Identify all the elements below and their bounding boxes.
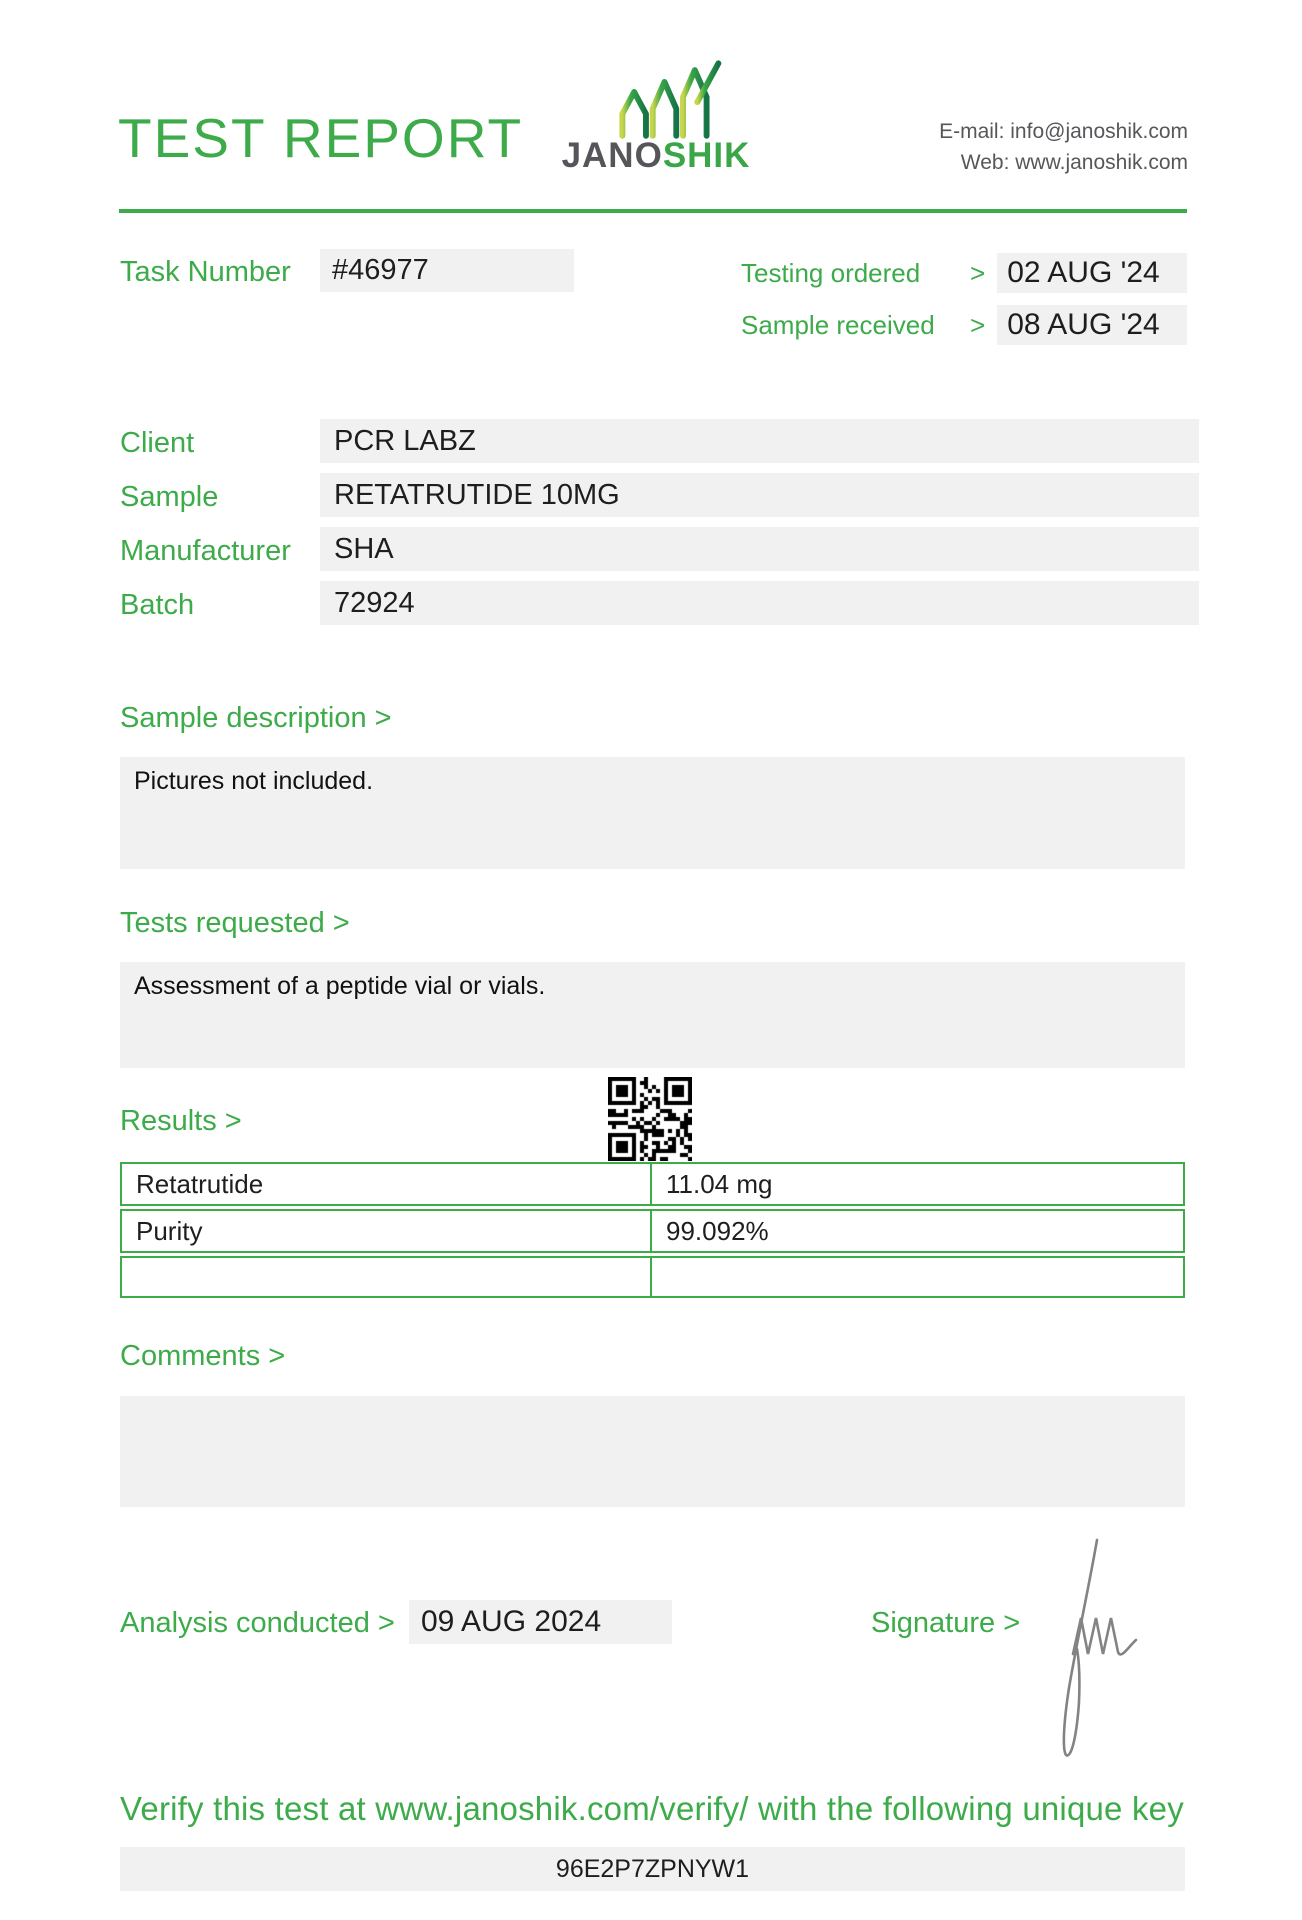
comments-box: [120, 1396, 1185, 1507]
results-label: Results >: [120, 1105, 242, 1137]
comments-label: Comments >: [120, 1340, 286, 1372]
table-row: [120, 1256, 1185, 1298]
batch-value: 72924: [320, 581, 1199, 625]
page-title: TEST REPORT: [118, 107, 524, 169]
tests-requested-label: Tests requested >: [120, 907, 350, 939]
sample-description-box: [120, 757, 1185, 869]
result-name-cell: [120, 1256, 652, 1298]
testing-ordered-value: 02 AUG '24: [997, 253, 1187, 293]
janoshik-wordmark: [558, 136, 754, 176]
comments-content: [120, 1396, 1185, 1406]
result-value-cell: 99.092%: [650, 1209, 1185, 1253]
sample-label: Sample: [120, 481, 219, 513]
table-row: [120, 1209, 1185, 1253]
table-row: [120, 1162, 1185, 1206]
contact-block: [939, 116, 1188, 178]
tests-requested-content: Assessment of a peptide vial or vials.: [134, 972, 546, 1000]
results-table: [120, 1162, 1185, 1301]
task-number-label: Task Number: [120, 256, 291, 288]
sample-description-content: Pictures not included.: [134, 767, 374, 795]
analysis-conducted-value: 09 AUG 2024: [409, 1600, 672, 1644]
verify-key: 96E2P7ZPNYW1: [120, 1847, 1185, 1891]
analysis-conducted-label: Analysis conducted >: [120, 1607, 395, 1639]
contact-web: Web: www.janoshik.com: [960, 151, 1188, 174]
sample-received-label: Sample received: [741, 309, 935, 340]
contact-email: E-mail: info@janoshik.com: [939, 120, 1188, 143]
wordmark-jano: JANO: [561, 136, 663, 175]
task-number-value: #46977: [320, 249, 574, 292]
result-name-cell: Retatrutide: [120, 1162, 652, 1206]
tests-requested-box: [120, 962, 1185, 1068]
qr-code: [608, 1077, 692, 1161]
result-name-cell: Purity: [120, 1209, 652, 1253]
client-label: Client: [120, 427, 195, 459]
sample-received-row: [741, 305, 1187, 345]
signature-label: Signature >: [871, 1607, 1021, 1639]
testing-ordered-row: [741, 253, 1187, 293]
verify-instruction: Verify this test at www.janoshik.com/verify/ with the following unique key: [120, 1790, 1184, 1827]
janoshik-chart-icon: [602, 60, 732, 145]
sample-value: RETATRUTIDE 10MG: [320, 473, 1199, 517]
signature-image: [1035, 1528, 1150, 1778]
testing-ordered-arrow: >: [970, 257, 986, 288]
result-value-cell: [650, 1256, 1185, 1298]
manufacturer-label: Manufacturer: [120, 535, 291, 567]
client-value: PCR LABZ: [320, 419, 1199, 463]
sample-description-label: Sample description >: [120, 702, 392, 734]
batch-label: Batch: [120, 589, 195, 621]
sample-received-arrow: >: [970, 309, 986, 340]
wordmark-shik: SHIK: [662, 136, 751, 175]
manufacturer-value: SHA: [320, 527, 1199, 571]
result-value-cell: 11.04 mg: [650, 1162, 1185, 1206]
header-divider: [119, 209, 1187, 213]
testing-ordered-label: Testing ordered: [741, 257, 921, 288]
sample-received-value: 08 AUG '24: [997, 305, 1187, 345]
